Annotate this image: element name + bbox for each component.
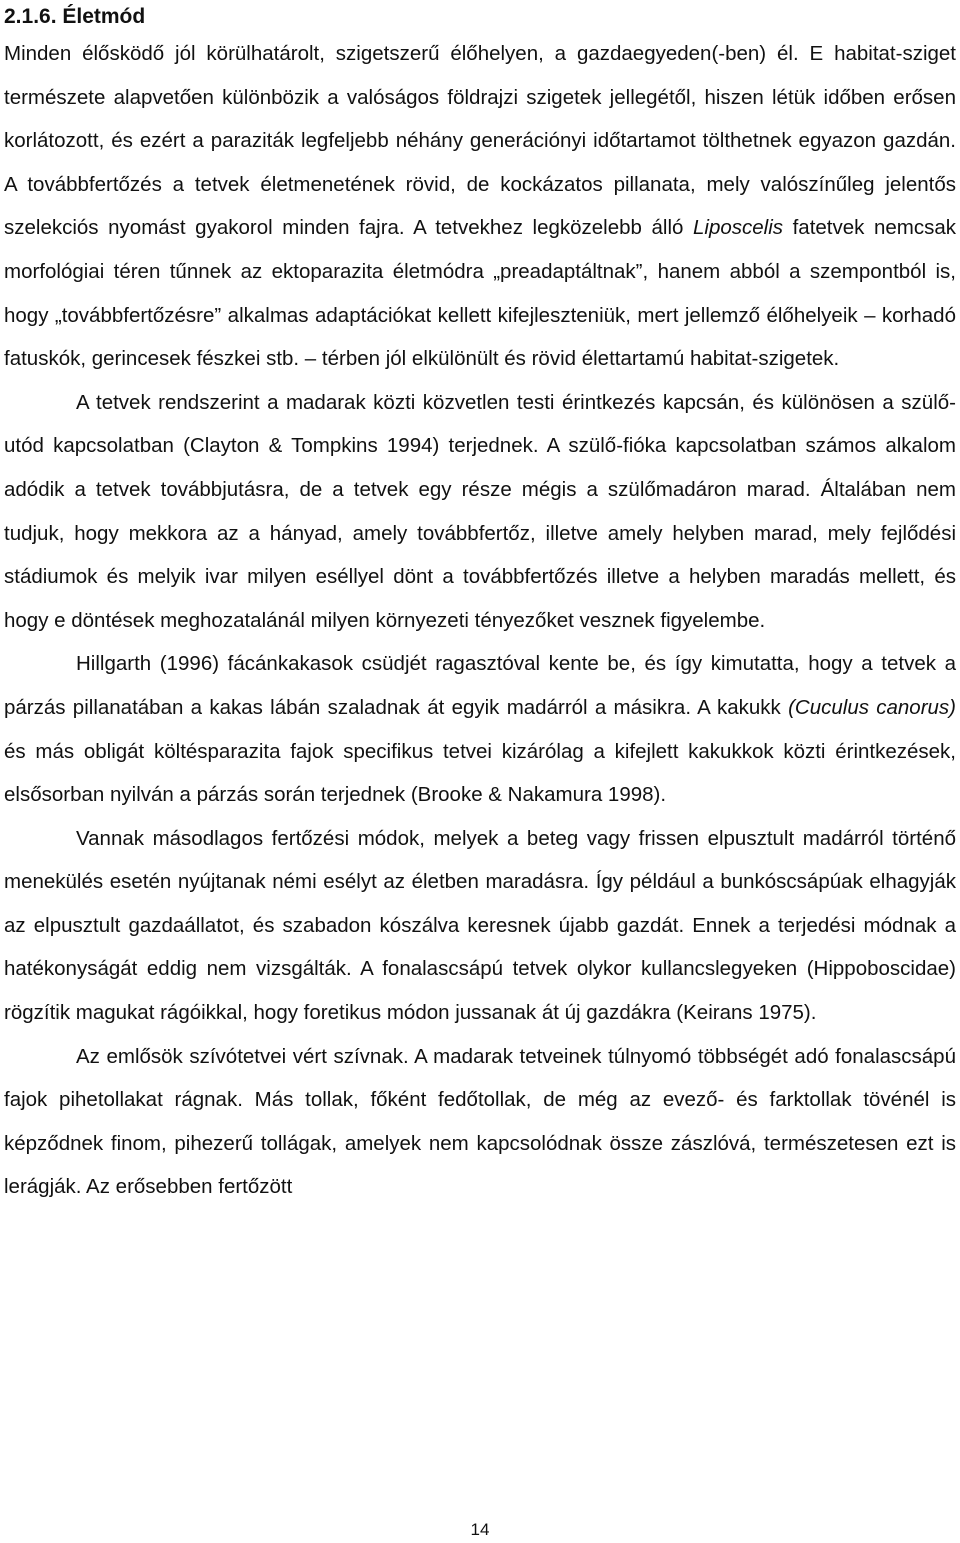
italic-term: Liposcelis bbox=[693, 216, 784, 240]
text-run: Minden élősködő jól körülhatárolt, szigetszerű élőhelyen, a gazdaegyeden(-ben) él. E habitat-sziget természete alapvetően különbözik a valóságos földrajzi szigetek jellegétől, hiszen létük időben erősen korlátozott, és ezért a paraziták legfeljebb néhány generációnyi időtartamot tölthetnek egyazon gazdán. A továbbfertőzés a tetvek életmenetének rövid, de kockázatos pillanata, mely valószínűleg jelentős szelekciós nyomást gyakorol minden fajra. A tetvekhez legközelebb álló bbox=[4, 42, 956, 240]
italic-term: (Cuculus canorus) bbox=[788, 695, 957, 719]
text-run: fatetvek nemcsak morfológiai téren tűnnek az ektoparazita életmódra „preadaptáltnak”, hanem abból a szempontból is, hogy „továbbfertőzésre” alkalmas adaptációkat kellett kifejleszteniük, mert jellemző élőhelyeik – korhadó fatuskók, gerincesek fészkei stb. – térben jól elkülönült és rövid élettartamú habitat-szigetek. bbox=[4, 216, 957, 371]
text-run: A tetvek rendszerint a madarak közti közvetlen testi érintkezés kapcsán, és különösen a szülő-utód kapcsolatban (Clayton & Tompkins 1994) terjednek. A szülő-fióka kapcsolatban számos alkalom adódik a tetvek továbbjutásra, de a tetvek egy része mégis a szülőmadáron marad. Általában nem tudjuk, hogy mekkora az a hányad, amely továbbfertőz, illetve amely helyben marad, mely fejlődési stádiumok és melyik ivar milyen eséllyel dönt a továbbfertőzés illetve a helyben maradás mellett, és hogy e döntések meghozatalánál milyen környezeti tényezőket vesznek figyelembe. bbox=[4, 390, 956, 632]
paragraph-2 bbox=[4, 381, 956, 643]
text-run: Hillgarth (1996) fácánkakasok csüdjét ragasztóval kente be, és így kimutatta, hogy a tetvek a párzás pillanatában a kakas lábán szaladnak át egyik madárról a másikra. A kakukk bbox=[4, 652, 956, 719]
paragraph-4 bbox=[4, 817, 956, 1035]
section-heading: 2.1.6. Életmód bbox=[4, 5, 146, 28]
page-number: 14 bbox=[470, 1520, 490, 1539]
paragraph-3 bbox=[4, 642, 956, 816]
text-run: Az emlősök szívótetvei vért szívnak. A madarak tetveinek túlnyomó többségét adó fonalascsápú fajok pihetollakat rágnak. Más tollak, főként fedőtollak, de még az evező- és farktollak tövénél is képződnek finom, pihezerű tollágak, amelyek nem kapcsolódnak össze zászlóvá, természetesen ezt is lerágják. Az erősebben fertőzött bbox=[4, 1044, 956, 1199]
text-run: és más obligát költésparazita fajok specifikus tetvei kizárólag a kifejlett kakukkok közti érintkezések, elsősorban nyilván a párzás során terjednek (Brooke & Nakamura 1998). bbox=[4, 739, 956, 807]
page-content bbox=[4, 0, 956, 1209]
paragraph-1 bbox=[4, 32, 956, 381]
text-run: Vannak másodlagos fertőzési módok, melyek a beteg vagy frissen elpusztult madárról történő menekülés esetén nyújtanak némi esélyt az életben maradásra. Így például a bunkóscsápúak elhagyják az elpusztult gazdaállatot, és szabadon kószálva keresnek újabb gazdát. Ennek a terjedési módnak a hatékonyságát eddig nem vizsgálták. A fonalascsápú tetvek olykor kullancslegyeken (Hippoboscidae) rögzítik magukat rágóikkal, hogy foretikus módon jussanak át új gazdákra (Keirans 1975). bbox=[4, 826, 956, 1025]
paragraph-5 bbox=[4, 1035, 956, 1209]
